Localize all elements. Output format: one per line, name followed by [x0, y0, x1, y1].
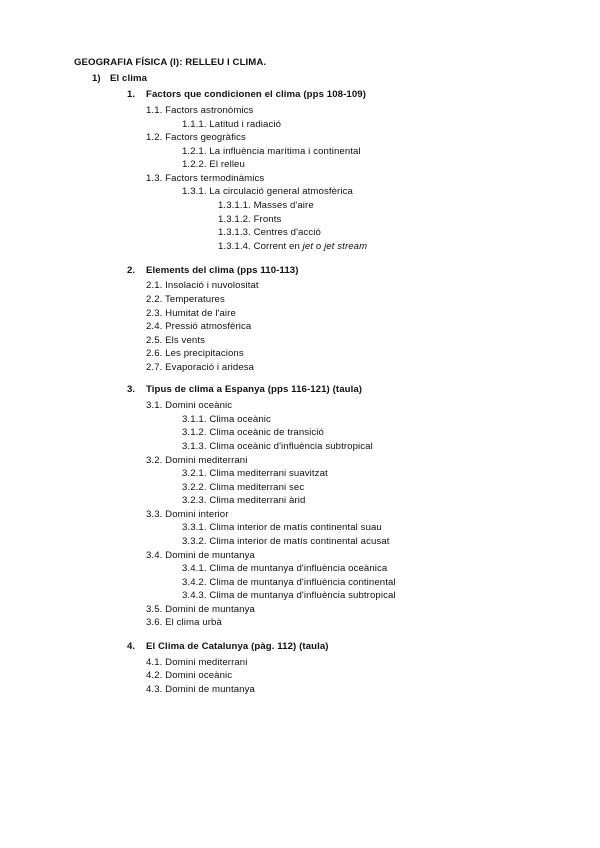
- section-number: 2.: [127, 265, 136, 276]
- outline-item: 3.2. Domini mediterrani: [146, 455, 248, 466]
- outline-item: 1.2.1. La influència marítima i continental: [182, 146, 361, 157]
- section-number: 4.: [127, 641, 136, 652]
- outline-item: 3.2.3. Clima mediterrani àrid: [182, 495, 306, 506]
- outline-item: 4.3. Domini de muntanya: [146, 684, 255, 695]
- outline-item: 3.4.2. Clima de muntanya d'influència continental: [182, 577, 396, 588]
- outline-item: 4.2. Domini oceànic: [146, 670, 233, 681]
- outline-item: 2.1. Insolació i nuvolositat: [146, 280, 259, 291]
- outline-item: 3.4. Domini de muntanya: [146, 550, 255, 561]
- outline-item-text: o: [313, 241, 325, 252]
- outline-item: 4.1. Domini mediterrani: [146, 657, 248, 668]
- outline-item: 1.3.1.3. Centres d'acció: [218, 227, 321, 238]
- document-title: GEOGRAFIA FÍSICA (I): RELLEU I CLIMA.: [74, 57, 267, 68]
- section-title: Factors que condicionen el clima (pps 108-109): [146, 89, 366, 100]
- section-title: Elements del clima (pps 110-113): [146, 265, 299, 276]
- outline-item: 1.1.1. Latitud i radiació: [182, 119, 282, 130]
- outline-item: 1.1. Factors astronòmics: [146, 105, 254, 116]
- outline-item: 2.3. Humitat de l'aire: [146, 308, 236, 319]
- outline-item: 3.1. Domini oceànic: [146, 400, 233, 411]
- outline-item: 2.7. Evaporació i aridesa: [146, 362, 255, 373]
- outline-item: 1.2.2. El relleu: [182, 159, 245, 170]
- outline-item: 3.3.1. Clima interior de matís continental suau: [182, 522, 382, 533]
- outline-item-text: 1.3.1.4. Corrent en: [218, 241, 303, 252]
- outline-item: 3.3.2. Clima interior de matís continental acusat: [182, 536, 390, 547]
- outline-item-italic: jet stream: [324, 241, 368, 252]
- outline-item: 2.2. Temperatures: [146, 294, 225, 305]
- outline-item: 3.3. Domini interior: [146, 509, 229, 520]
- part-number: 1): [92, 73, 101, 84]
- outline-item: 3.1.3. Clima oceànic d'influència subtropical: [182, 441, 373, 452]
- outline-item: [218, 241, 367, 253]
- section-number: 3.: [127, 384, 136, 395]
- outline-item: 3.5. Domini de muntanya: [146, 604, 255, 615]
- section-title: El Clima de Catalunya (pàg. 112) (taula): [146, 641, 329, 652]
- outline-item: 3.2.2. Clima mediterrani sec: [182, 482, 305, 493]
- outline-item: 1.3.1.1. Masses d'aire: [218, 200, 314, 211]
- outline-item: 3.4.3. Clima de muntanya d'influència subtropical: [182, 590, 396, 601]
- outline-item: 1.3. Factors termodinàmics: [146, 173, 265, 184]
- outline-item-italic: jet: [302, 241, 314, 252]
- outline-item: 2.4. Pressió atmosfèrica: [146, 321, 252, 332]
- outline-item: 1.3.1.2. Fronts: [218, 214, 282, 225]
- outline-item: 3.6. El clima urbà: [146, 617, 222, 628]
- outline-item: 3.1.2. Clima oceànic de transició: [182, 427, 324, 438]
- outline-item: 3.1.1. Clima oceànic: [182, 414, 271, 425]
- outline-item: 2.6. Les precipitacions: [146, 348, 244, 359]
- section-number: 1.: [127, 89, 136, 100]
- outline-item: 3.4.1. Clima de muntanya d'influència oceànica: [182, 563, 388, 574]
- outline-item: 1.2. Factors geogràfics: [146, 132, 246, 143]
- part-label: El clima: [110, 73, 148, 84]
- outline-item: 2.5. Els vents: [146, 335, 205, 346]
- section-title: Tipus de clima a Espanya (pps 116-121) (taula): [146, 384, 363, 395]
- outline-item: 3.2.1. Clima mediterrani suavitzat: [182, 468, 328, 479]
- outline-item: 1.3.1. La circulació general atmosfèrica: [182, 186, 353, 197]
